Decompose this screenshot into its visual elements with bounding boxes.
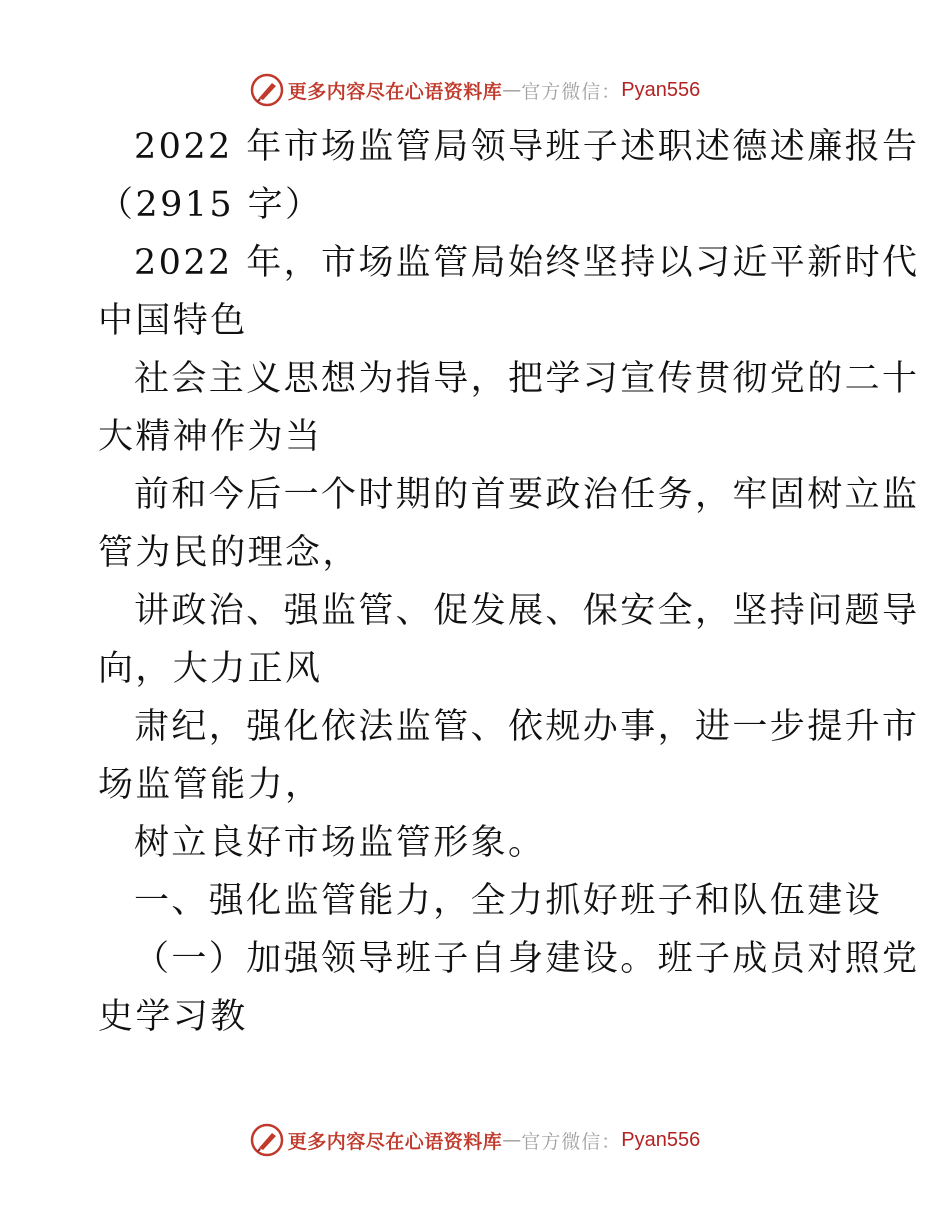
paragraph-line: 讲政治、强监管、促发展、保安全，坚持问题导	[134, 591, 920, 631]
paragraph-line: 2022 年，市场监管局始终坚持以习近平新时代	[134, 243, 920, 283]
paragraph-line: 中国特色	[98, 301, 248, 341]
paragraph-line: 大精神作为当	[98, 417, 323, 457]
paragraph-line: 向，大力正风	[98, 649, 323, 689]
watermark-separator: —	[502, 79, 522, 101]
pen-logo-icon	[250, 1123, 284, 1157]
watermark-footer	[0, 1120, 950, 1160]
document-word-count: （2915 字）	[98, 185, 323, 225]
pen-logo-icon	[250, 73, 284, 107]
paragraph-line: 树立良好市场监管形象。	[134, 823, 546, 863]
paragraph-line: 管为民的理念，	[98, 533, 360, 573]
paragraph-line: 场监管能力，	[98, 765, 323, 805]
paragraph-line: 前和今后一个时期的首要政治任务，牢固树立监	[134, 475, 920, 515]
watermark-main-text: 更多内容尽在心语资料库	[287, 1130, 503, 1153]
section-heading: 一、强化监管能力，全力抓好班子和队伍建设	[134, 881, 883, 921]
watermark-id: Pyan556	[621, 78, 701, 101]
watermark-separator: —	[502, 1129, 522, 1151]
paragraph-line: 社会主义思想为指导，把学习宣传贯彻党的二十	[134, 359, 920, 399]
document-title: 2022 年市场监管局领导班子述职述德述廉报告	[134, 127, 920, 167]
paragraph-line: 肃纪，强化依法监管、依规办事，进一步提升市	[134, 707, 920, 747]
document-body	[98, 118, 920, 1046]
subsection-heading: （一）加强领导班子自身建设。班子成员对照党	[134, 939, 920, 979]
watermark-sub-text: 官方微信：	[521, 80, 622, 103]
watermark-main-text: 更多内容尽在心语资料库	[287, 80, 503, 103]
watermark-sub-text: 官方微信：	[521, 1130, 622, 1153]
watermark-header	[0, 70, 950, 110]
paragraph-line: 史学习教	[98, 997, 248, 1037]
watermark-id: Pyan556	[621, 1128, 701, 1151]
